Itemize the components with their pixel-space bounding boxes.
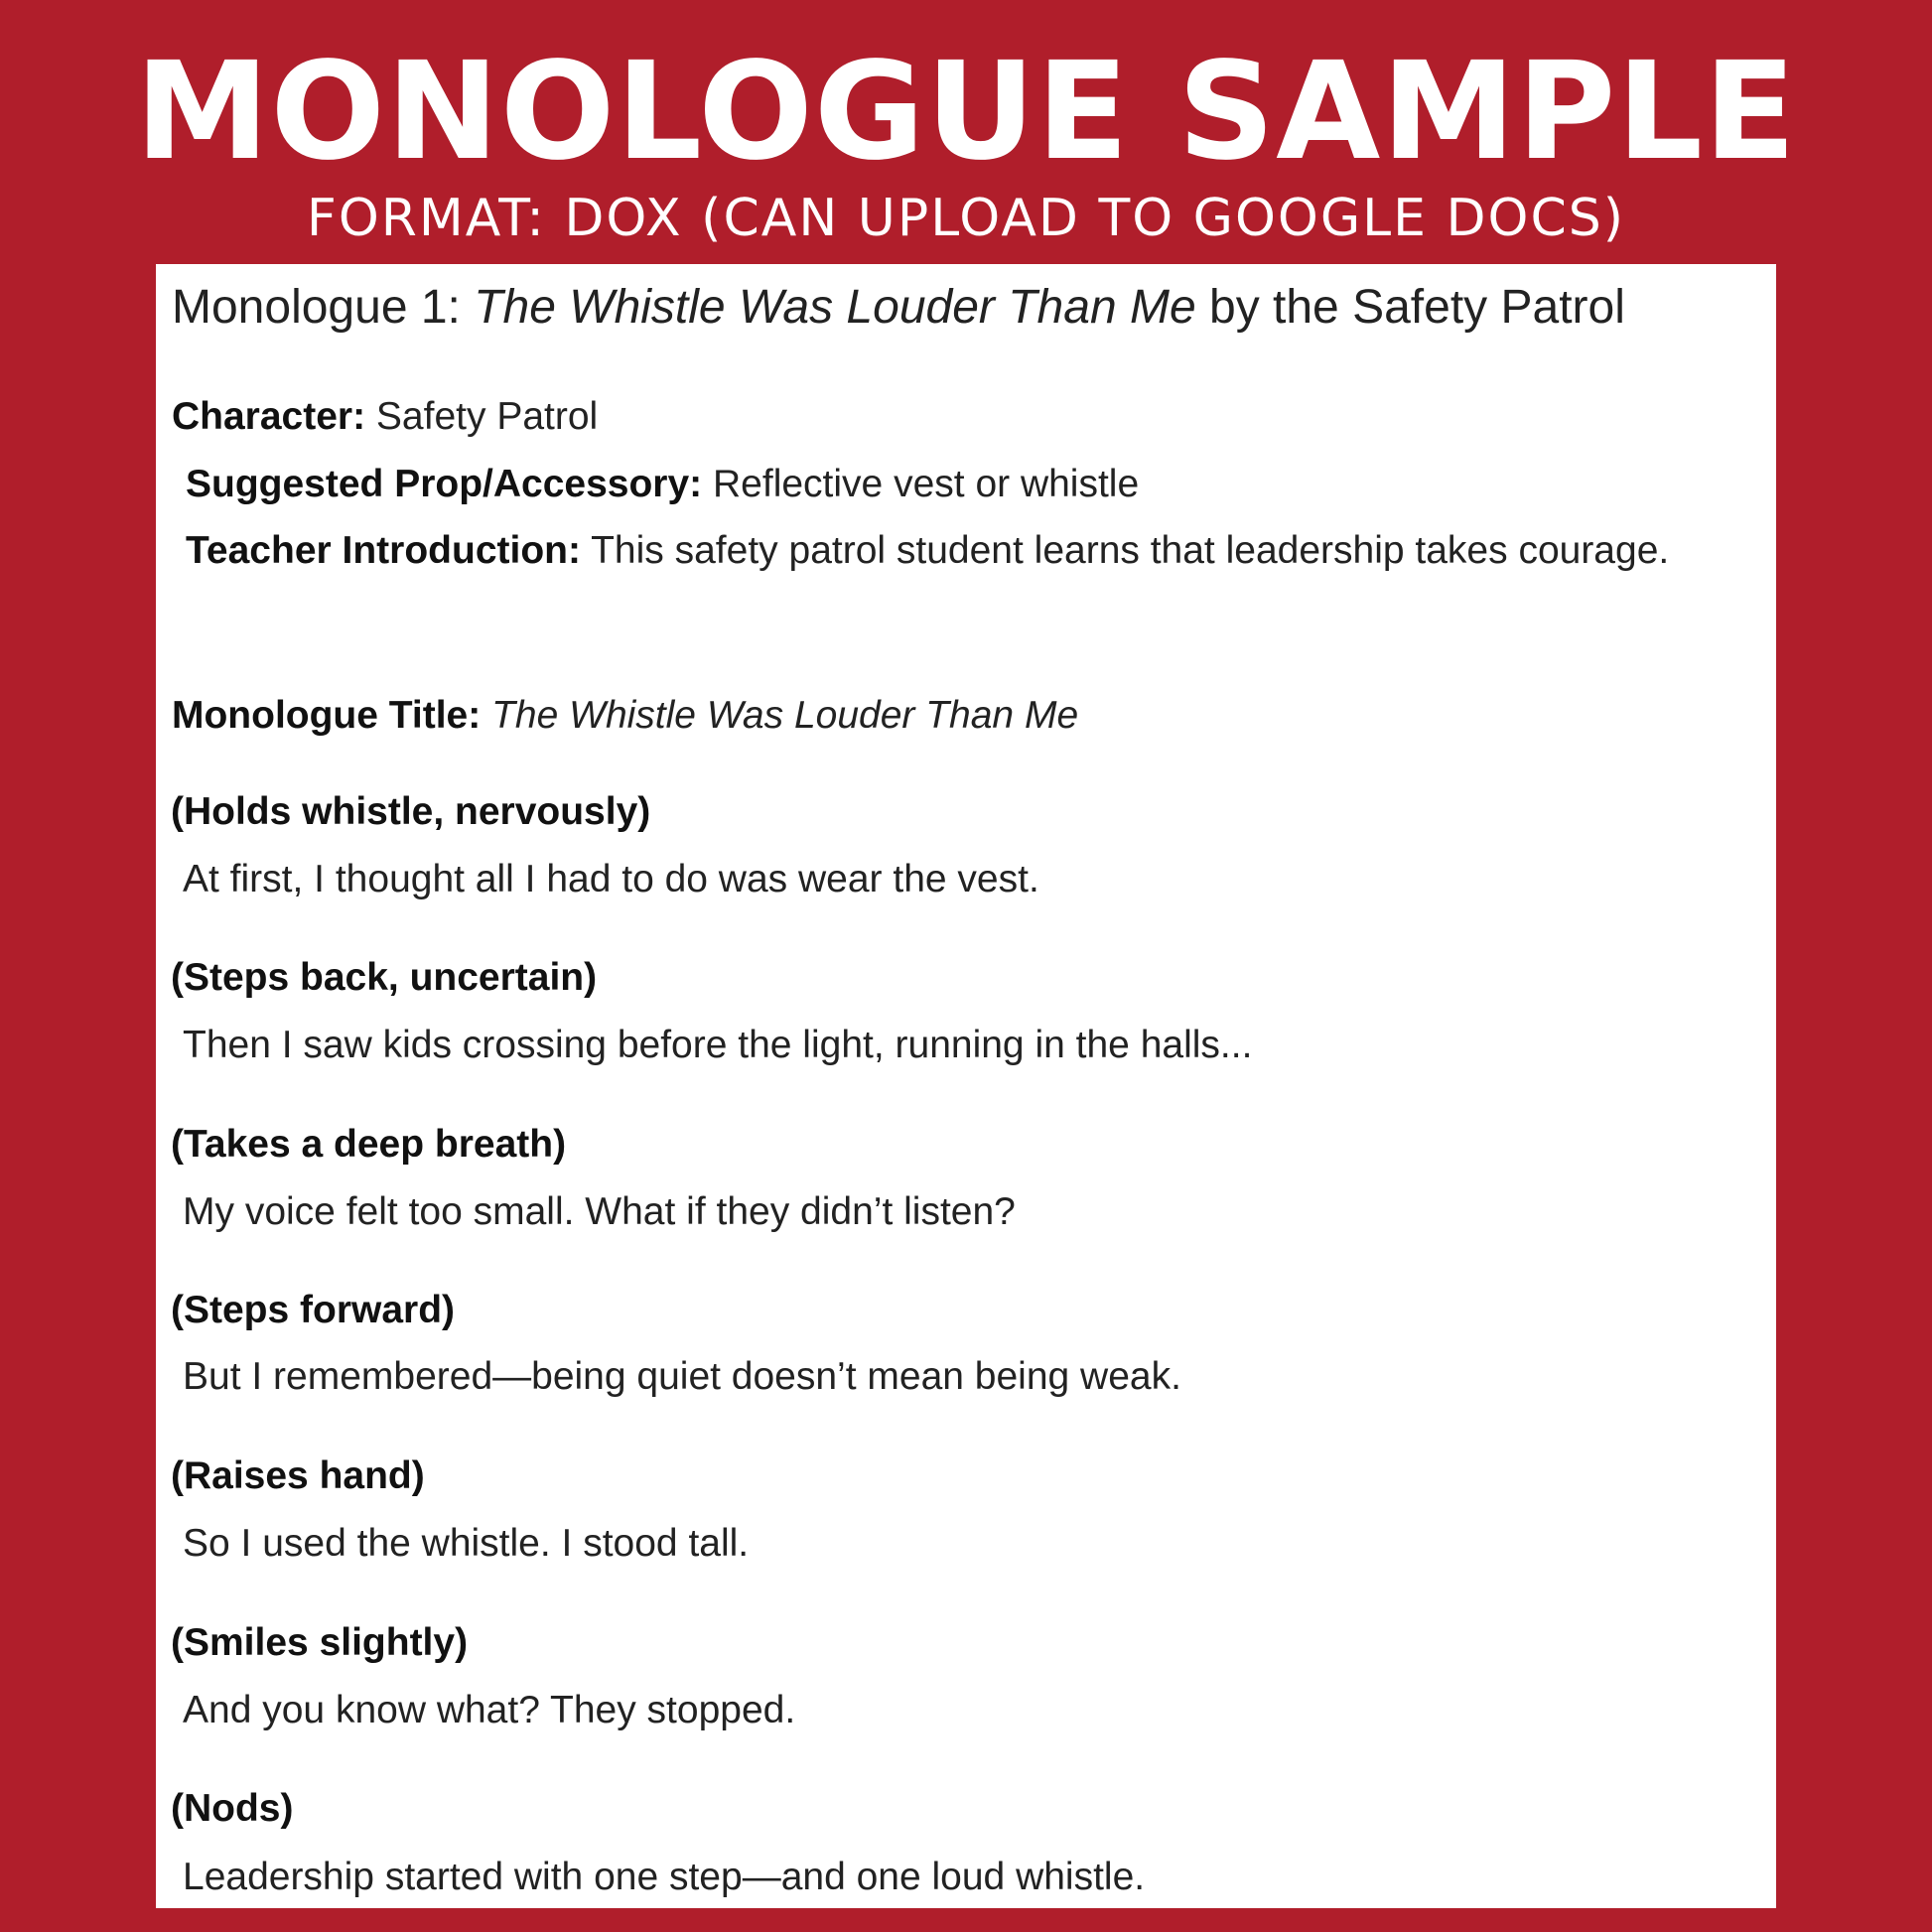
monologue-title-label: Monologue Title: [172, 694, 482, 737]
monologue-title-value: The Whistle Was Louder Than Me [491, 694, 1079, 737]
monologue-line: But I remembered—being quiet doesn’t mean being weak. [183, 1355, 1181, 1398]
document-heading [172, 278, 1625, 338]
monologue-line: Then I saw kids crossing before the light, running in the halls... [183, 1024, 1253, 1066]
monologue-title-field [172, 691, 1078, 741]
prop-value: Reflective vest or whistle [702, 463, 1140, 505]
heading-prefix: Monologue 1: [172, 281, 475, 334]
character-field [172, 392, 598, 442]
stage-direction: (Holds whistle, nervously) [171, 790, 651, 833]
banner [0, 0, 1932, 263]
prop-field [186, 460, 1139, 509]
stage-direction: (Takes a deep breath) [171, 1123, 567, 1166]
prop-label: Suggested Prop/Accessory: [186, 463, 703, 505]
heading-suffix: by the Safety Patrol [1195, 281, 1625, 334]
stage-direction: (Steps back, uncertain) [171, 956, 598, 999]
monologue-line: And you know what? They stopped. [183, 1689, 796, 1731]
heading-title: The Whistle Was Louder Than Me [474, 281, 1196, 334]
page-subtitle: FORMAT: DOX (CAN UPLOAD TO GOOGLE DOCS) [306, 189, 1626, 248]
intro-field [186, 526, 1669, 576]
stage-direction: (Nods) [171, 1787, 294, 1830]
intro-label: Teacher Introduction: [186, 529, 581, 572]
monologue-line: At first, I thought all I had to do was wear the vest. [183, 858, 1039, 900]
stage-direction: (Smiles slightly) [171, 1621, 469, 1664]
stage-direction: (Raises hand) [171, 1454, 425, 1497]
intro-value: This safety patrol student learns that leadership takes courage. [580, 529, 1670, 572]
monologue-line: Leadership started with one step—and one loud whistle. [183, 1856, 1146, 1898]
character-label: Character: [172, 395, 366, 438]
monologue-line: So I used the whistle. I stood tall. [183, 1522, 750, 1565]
page-title: MONOLOGUE SAMPLE [135, 34, 1797, 191]
stage-direction: (Steps forward) [171, 1289, 456, 1331]
character-value: Safety Patrol [365, 395, 599, 438]
monologue-line: My voice felt too small. What if they didn’t listen? [183, 1190, 1016, 1233]
document-preview [156, 264, 1776, 1908]
